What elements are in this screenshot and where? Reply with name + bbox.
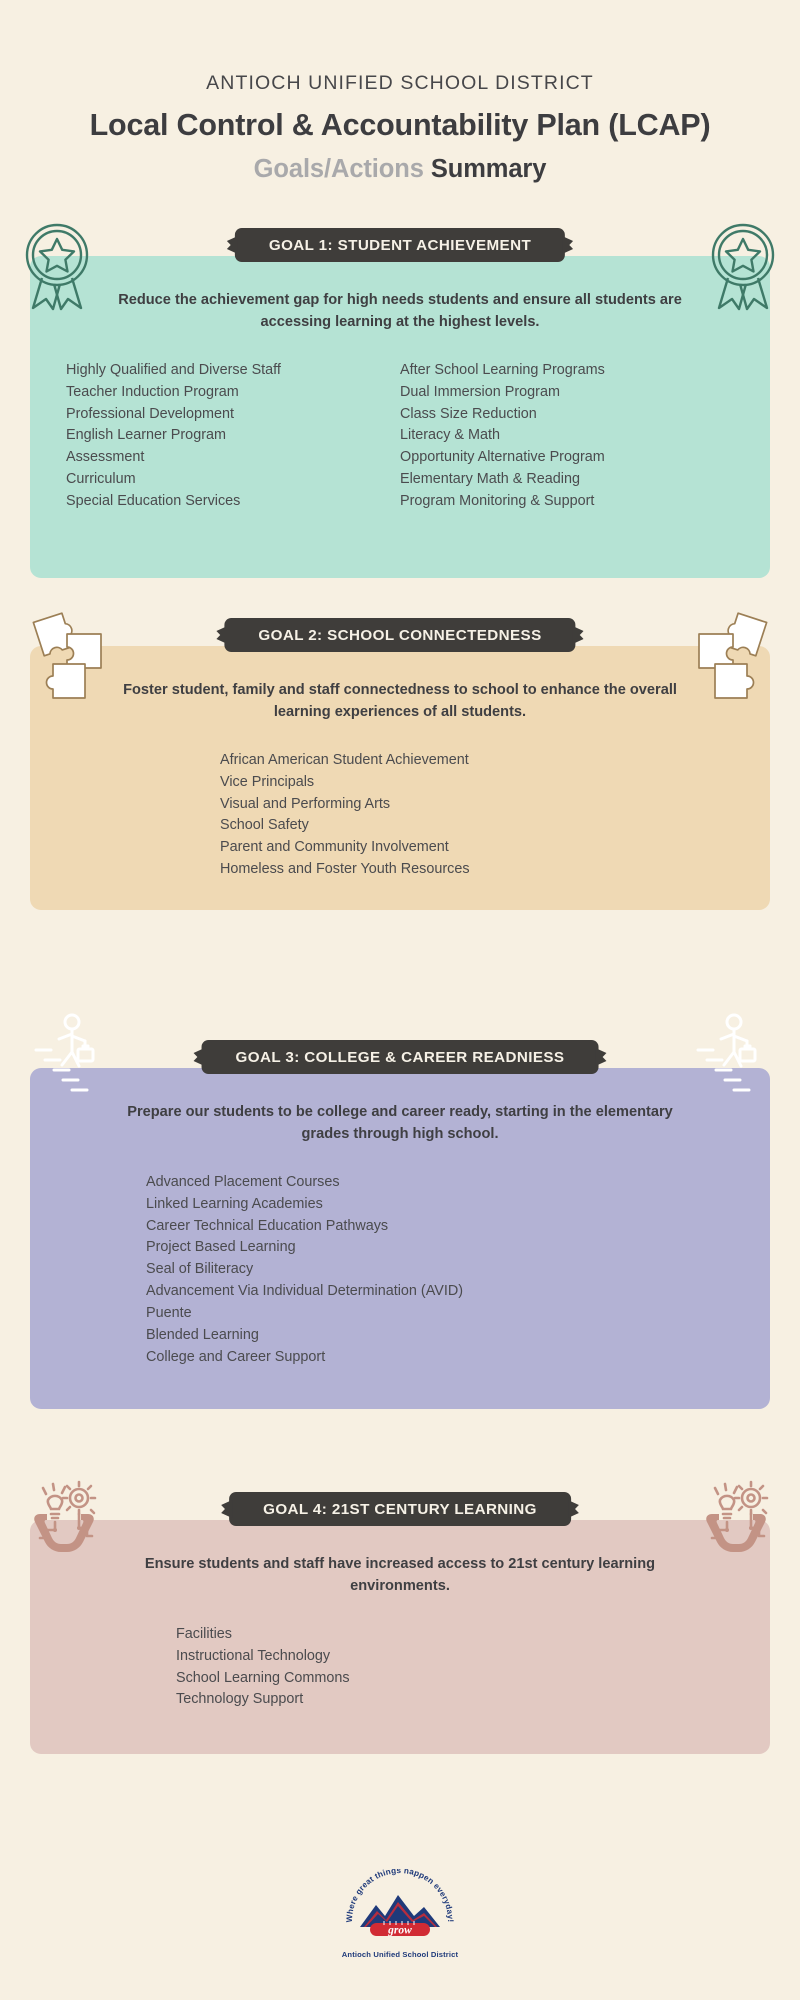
list-item: Dual Immersion Program	[400, 383, 560, 400]
list-item: After School Learning Programs	[400, 361, 605, 378]
list-item: Career Technical Education Pathways	[146, 1217, 389, 1234]
goal-pill-2[interactable]: GOAL 2: SCHOOL CONNECTEDNESS	[224, 618, 575, 652]
goal-items-1	[30, 360, 770, 513]
goal-description-3: Prepare our students to be college and career ready, starting in the elementary grades through high school.	[127, 1104, 673, 1142]
list-item: Instructional Technology	[176, 1647, 331, 1664]
list-item: College and Career Support	[146, 1348, 326, 1365]
page-subtitle	[0, 155, 800, 184]
list-item: Vice Principals	[220, 773, 315, 790]
list-item: Parent and Community Involvement	[220, 839, 449, 856]
goal-items-column-left	[66, 360, 354, 513]
list-item: Assessment	[66, 449, 145, 466]
list-item: School Learning Commons	[176, 1669, 350, 1686]
list-item: Technology Support	[176, 1691, 304, 1708]
list-item: Seal of Biliteracy	[146, 1261, 254, 1278]
list-item: Professional Development	[66, 405, 234, 422]
list-item: Advancement Via Individual Determination (AVID)	[146, 1283, 464, 1300]
subtitle-muted-text: Goals/Actions	[253, 155, 424, 183]
list-item: Puente	[146, 1305, 192, 1322]
list-item: Advanced Placement Courses	[146, 1173, 340, 1190]
district-name: ANTIOCH UNIFIED SCHOOL DISTRICT	[206, 72, 594, 94]
list-item: Curriculum	[66, 471, 136, 488]
goal-description-4: Ensure students and staff have increased access to 21st century learning environments.	[144, 1556, 656, 1594]
list-item: Blended Learning	[146, 1327, 259, 1344]
list-item: English Learner Program	[66, 427, 226, 444]
list-item: Elementary Math & Reading	[400, 471, 580, 488]
goal-pill-4[interactable]: GOAL 4: 21ST CENTURY LEARNING	[229, 1492, 571, 1526]
subtitle-strong-text: Summary	[430, 155, 547, 183]
goal-description-2: Foster student, family and staff connectedness to school to enhance the overall learning experiences of all students.	[123, 682, 677, 720]
goal-items-2	[30, 750, 770, 881]
list-item: Special Education Services	[66, 493, 241, 510]
list-item: Class Size Reduction	[400, 405, 537, 422]
goal-description-1: Reduce the achievement gap for high needs students and ensure all students are accessing learning at the highest levels.	[118, 292, 682, 330]
list-item: Highly Qualified and Diverse Staff	[66, 361, 281, 378]
list-item: Program Monitoring & Support	[400, 493, 595, 510]
goal-items-3	[30, 1172, 770, 1369]
district-logo-graphic	[340, 1869, 460, 1941]
list-item: Literacy & Math	[400, 427, 500, 444]
goal-items-4	[30, 1624, 770, 1712]
page-header	[0, 0, 800, 184]
district-logo	[340, 1869, 460, 1959]
logo-arc-text: Where great things happen everyday!	[344, 1869, 456, 1923]
goal-items-column-right	[400, 360, 688, 513]
list-item: School Safety	[220, 817, 309, 834]
list-item: Project Based Learning	[146, 1239, 296, 1256]
list-item: Linked Learning Academies	[146, 1195, 323, 1212]
list-item: Visual and Performing Arts	[220, 795, 391, 812]
list-item: Homeless and Foster Youth Resources	[220, 861, 470, 878]
logo-caption: Antioch Unified School District	[341, 1950, 459, 1959]
goal-pill-3[interactable]: GOAL 3: COLLEGE & CAREER READNIESS	[202, 1040, 599, 1074]
logo-word: grow	[388, 1924, 412, 1937]
page-title: Local Control & Accountability Plan (LCAP)	[89, 108, 711, 142]
list-item: Teacher Induction Program	[66, 383, 239, 400]
list-item: Facilities	[176, 1625, 232, 1642]
list-item: African American Student Achievement	[220, 751, 469, 768]
list-item: Opportunity Alternative Program	[400, 449, 605, 466]
footer	[0, 1869, 800, 1962]
goal-pill-1[interactable]: GOAL 1: STUDENT ACHIEVEMENT	[235, 228, 565, 262]
